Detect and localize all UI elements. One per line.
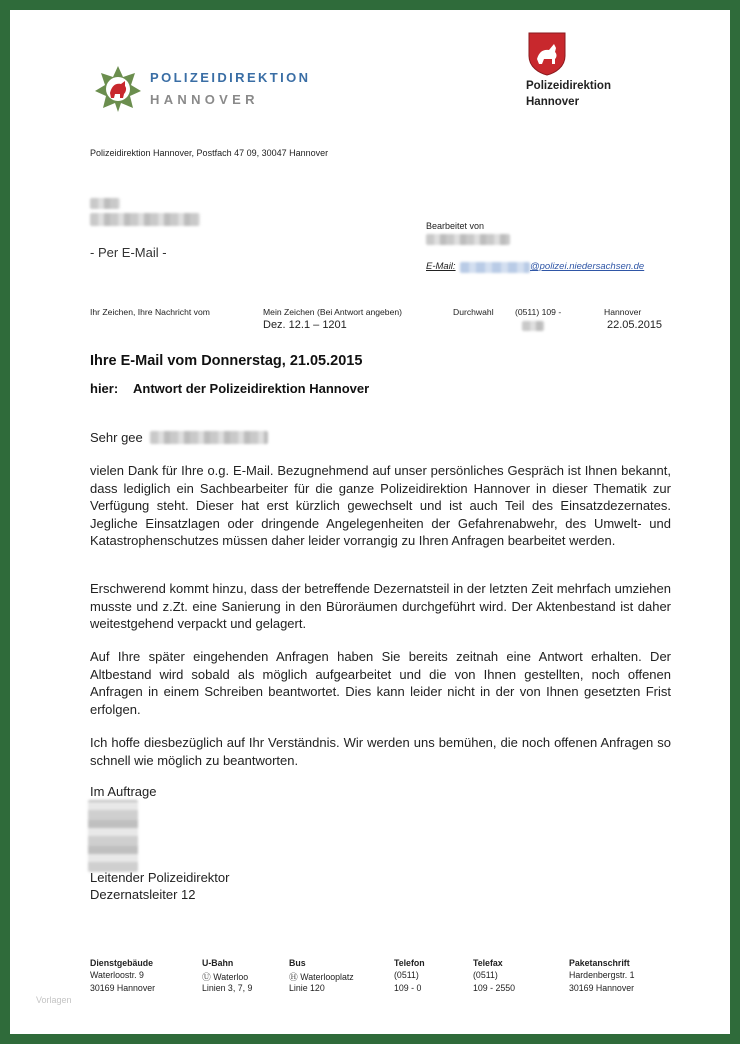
footer-bus-line: Linie 120 [289,983,325,993]
footer-bus-stop: Ⓗ Waterlooplatz [289,972,354,982]
extension-label: Durchwahl [453,307,494,317]
salutation: Sehr gee [90,430,143,445]
body-paragraph-2: Erschwerend kommt hinzu, dass der betreffende Dezernatsteil in der letzten Zeit mehrfach umziehen musste und z.Zt. eine Sanierung in den Büroräumen durchgeführt wird. Der Aktenbestand ist daher weitestgehend verpackt und gelagert. [90,581,671,631]
subject-detail: Antwort der Polizeidirektion Hannover [133,381,370,396]
redacted-salutation-name [150,431,268,444]
subject-line: Ihre E-Mail vom Donnerstag, 21.05.2015 [90,353,363,369]
our-reference-label: Mein Zeichen (Bei Antwort angeben) [263,307,403,317]
authority-name-line2: Hannover [526,96,580,108]
authority-name-line1: Polizeidirektion [526,80,611,92]
subject-prefix: hier: [90,381,119,396]
your-reference-label: Ihr Zeichen, Ihre Nachricht vom [90,307,210,317]
sender-return-address: Polizeidirektion Hannover, Postfach 47 09, 30047 Hannover [90,148,329,158]
body-paragraph-3: Auf Ihre später eingehenden Anfragen haben Sie bereits zeitnah eine Antwort erhalten. Der Altbestand wird sobald als möglich aufgearbeitet und die von Ihnen gestellten, noch offenen Anfragen in einem Schreiben beantwortet. Dies kann leider nicht in der von Ihnen gesetzten Frist erfolgen. [90,649,671,717]
footer-phone-area: (0511) [394,970,419,980]
email-label: E-Mail: [426,261,456,272]
extension-value: (0511) 109 - [515,307,562,317]
footer-bus-heading: Bus [289,958,306,968]
redacted-recipient-line2 [90,213,200,226]
footer-subway-heading: U-Bahn [202,958,234,968]
redacted-handler-name [426,234,510,245]
footer-parcel-city: 30169 Hannover [569,983,635,993]
signatory-title: Leitender Polizeidirektor [90,870,230,885]
footer-parcel-heading: Paketanschrift [569,958,630,968]
footer-fax-heading: Telefax [473,958,503,968]
redacted-email-user [460,262,530,273]
place-label: Hannover [604,307,642,317]
footer-office-heading: Dienstgebäude [90,958,154,968]
org-name-line2: HANNOVER [150,92,259,107]
signatory-department: Dezernatsleiter 12 [90,887,196,902]
redacted-recipient-line1 [90,198,120,209]
redacted-extension [522,321,544,331]
footer-parcel-street: Hardenbergstr. 1 [569,970,635,980]
org-name-line1: POLIZEIDIREKTION [150,70,311,85]
police-star-icon [94,65,142,113]
letter-date: 22.05.2015 [607,319,663,331]
footer-phone-heading: Telefon [394,958,425,968]
watermark: Vorlagen [36,995,72,1005]
body-paragraph-1: vielen Dank für Ihre o.g. E-Mail. Bezugnehmend auf unser persönliches Gespräch ist Ihnen bekannt, dass lediglich ein Sachbearbeiter für die ganze Polizeidirektion Hannover in dieser Thematik zur Verfügung steht. Dieser hat erst kürzlich gewechselt und ist auch Teil des Einsatzdezernates. Jegliche Einsatzlagen oder dringende Angelegenheiten der Gefahrenabwehr, des Umwelt- und Katastrophenschutzes müssen daher leider vorrangig zu Ihren Anfragen bearbeitet werden. [90,463,671,548]
bus-icon: Ⓗ [289,972,301,982]
body-paragraph-4: Ich hoffe diesbezüglich auf Ihr Verständnis. Wir werden uns bemühen, die noch offenen Anfragen so schnell wie möglich zu beantworten. [90,735,671,768]
footer-subway-stop: Ⓤ Waterloo [202,972,249,982]
letter-page [10,10,730,1034]
footer-subway-lines: Linien 3, 7, 9 [202,983,253,993]
footer-office-city: 30169 Hannover [90,983,156,993]
subway-icon: Ⓤ [202,972,214,982]
state-crest-icon [528,32,566,76]
footer-fax-number: 109 - 2550 [473,983,516,993]
closing-phrase: Im Auftrage [90,784,157,799]
our-reference-value: Dez. 12.1 – 1201 [263,319,347,331]
footer-phone-number: 109 - 0 [394,983,422,993]
redacted-signature [88,800,138,872]
email-domain-link[interactable]: @polizei.niedersachsen.de [530,261,645,272]
delivery-note: - Per E-Mail - [90,245,167,260]
handled-by-label: Bearbeitet von [426,221,485,231]
footer-office-street: Waterloostr. 9 [90,970,144,980]
footer-fax-area: (0511) [473,970,498,980]
